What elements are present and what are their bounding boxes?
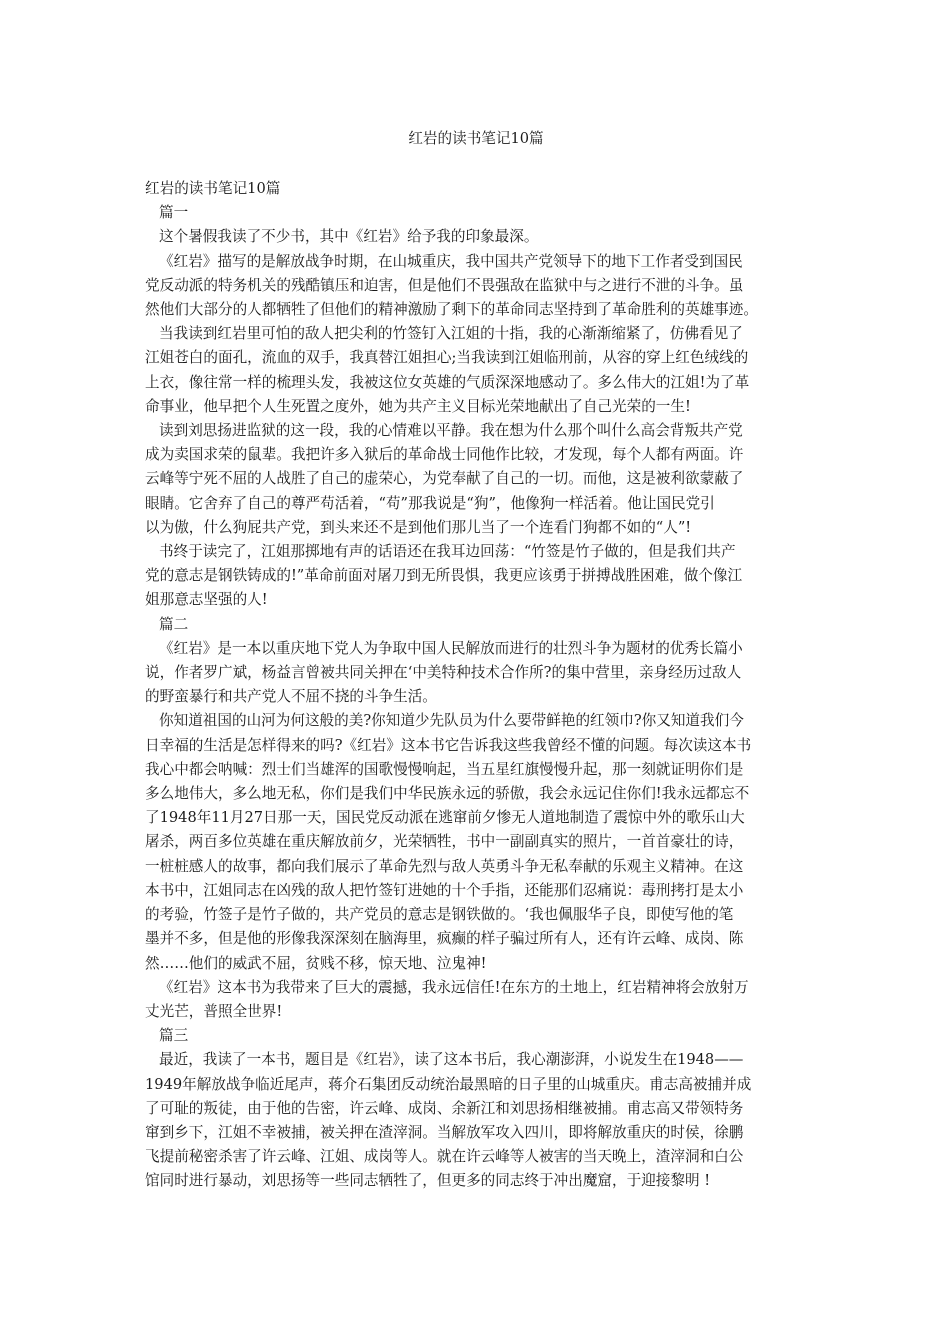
paragraph-line: 然……他们的威武不屈，贫贱不移，惊天地、泣鬼神! (145, 954, 487, 972)
paragraph-line: 《红岩》描写的是解放战争时期，在山城重庆，我中国共产党领导下的地下工作者受到国民 (159, 252, 743, 270)
paragraph-line: 上衣，像往常一样的梳理头发，我被这位女英雄的气质深深地感动了。多么伟大的江姐!为了革 (145, 373, 750, 391)
paragraph-line: 说，作者罗广斌，杨益言曾被共同关押在‘中美特种技术合作所?的集中营里，亲身经历过敌人 (145, 664, 742, 682)
paragraph-line: 《红岩》是一本以重庆地下党人为争取中国人民解放而进行的壮烈斗争为题材的优秀长篇小 (159, 639, 743, 657)
paragraph-line: 以为傲，什么狗屁共产党，到头来还不是到他们那儿当了一个连看门狗都不如的“人”! (145, 518, 692, 536)
section-heading: 篇三 (159, 1027, 189, 1045)
paragraph-line: 多么地伟大，多么地无私，你们是我们中华民族永远的骄傲，我会永远记住你们!我永远都忘不 (145, 785, 750, 803)
paragraph-line: 党反动派的特务机关的残酷镇压和迫害，但是他们不畏强敌在监狱中与之进行不泄的斗争。虽 (145, 276, 744, 294)
section-heading: 篇一 (159, 204, 189, 222)
paragraph-line: 窜到乡下，江姐不幸被捕，被关押在渣滓洞。当解放军攻入四川，即将解放重庆的时侯，徐鹏 (145, 1123, 744, 1141)
paragraph-line: 这个暑假我读了不少书，其中《红岩》给予我的印象最深。 (159, 228, 539, 246)
paragraph-line: 读到刘思扬进监狱的这一段，我的心情难以平静。我在想为什么那个叫什么高会背叛共产党 (159, 422, 743, 440)
paragraph-line: 江姐苍白的面孔，流血的双手，我真替江姐担心;当我读到江姐临刑前，从容的穿上红色绒线的 (145, 349, 749, 367)
document-subtitle: 红岩的读书笔记10篇 (145, 180, 281, 197)
paragraph-line: 的考验，竹签子是竹子做的，共产党员的意志是钢铁做的。‘我也佩服华子良，即使写他的笔 (145, 906, 734, 924)
paragraph-line: 《红岩》这本书为我带来了巨大的震撼，我永远信任!在东方的土地上，红岩精神将会放射万 (159, 978, 749, 996)
paragraph-line: 了可耻的叛徒，由于他的告密，许云峰、成岗、余新江和刘思扬相继被捕。甫志高又带领特务 (145, 1099, 744, 1117)
paragraph-line: 馆同时进行暴动，刘思扬等一些同志牺牲了，但更多的同志终于冲出魔窟，于迎接黎明 ! (145, 1172, 711, 1190)
document-title: 红岩的读书笔记10篇 (408, 130, 544, 147)
paragraph-line: 日幸福的生活是怎样得来的吗?《红岩》这本书它告诉我这些我曾经不懂的问题。每次读这本书 (145, 736, 752, 754)
paragraph-line: 1949年解放战争临近尾声，蒋介石集团反动统治最黑暗的日子里的山城重庆。甫志高被捕并成 (145, 1075, 752, 1093)
paragraph-line: 命事业，他早把个人生死置之度外，她为共产主义目标光荣地献出了自己光荣的一生! (145, 397, 691, 415)
paragraph-line: 眼睛。它舍弃了自己的尊严苟活着，“苟”那我说是“狗”，他像狗一样活着。他让国民党引 (145, 494, 715, 512)
paragraph-line: 丈光芒，普照全世界! (145, 1002, 283, 1020)
paragraph-line: 墨并不多，但是他的形像我深深刻在脑海里，疯癫的样子骗过所有人，还有许云峰、成岗、陈 (145, 930, 744, 948)
paragraph-line: 的野蛮暴行和共产党人不屈不挠的斗争生活。 (145, 688, 437, 706)
paragraph-line: 飞提前秘密杀害了许云峰、江姐、成岗等人。就在许云峰等人被害的当天晚上，渣滓洞和白公 (145, 1148, 744, 1166)
paragraph-line: 你知道祖国的山河为何这般的美?你知道少先队员为什么要带鲜艳的红领巾?你又知道我们今 (159, 712, 744, 730)
paragraph-line: 当我读到红岩里可怕的敌人把尖利的竹签钉入江姐的十指，我的心渐渐缩紧了，仿佛看见了 (159, 325, 743, 343)
document-body (145, 177, 807, 1194)
paragraph-line: 了1948年11月27日那一天，国民党反动派在逃窜前夕惨无人道地制造了震惊中外的歌乐山大 (145, 809, 745, 827)
paragraph-line: 云峰等宁死不屈的人战胜了自己的虚荣心，为党奉献了自己的一切。而他，这是被利欲蒙蔽了 (145, 470, 744, 488)
section-heading: 篇二 (159, 615, 189, 633)
paragraph-line: 书终于读完了，江姐那掷地有声的话语还在我耳边回荡：“竹签是竹子做的，但是我们共产 (159, 543, 736, 561)
paragraph-line: 党的意志是钢铁铸成的!”革命前面对屠刀到无所畏惧，我更应该勇于拼搏战胜困难，做个像江 (145, 567, 743, 585)
paragraph-line: 本书中，江姐同志在凶残的敌人把竹签钉进她的十个手指，还能那们忍痛说：毒刑拷打是太小 (145, 881, 744, 899)
paragraph-line: 屠杀，两百多位英雄在重庆解放前夕，光荣牺牲，书中一副副真实的照片，一首首豪壮的诗， (145, 833, 744, 851)
paragraph-line: 最近，我读了一本书，题目是《红岩》，读了这本书后，我心潮澎湃，小说发生在1948—— (159, 1051, 744, 1069)
paragraph-line: 成为卖国求荣的鼠辈。我把许多入狱后的革命战士同他作比较，才发现，每个人都有两面。许 (145, 446, 744, 464)
paragraph-line: 我心中都会呐喊：烈士们当雄浑的国歌慢慢响起，当五星红旗慢慢升起，那一刻就证明你们是 (145, 760, 744, 778)
paragraph-line: 然他们大部分的人都牺牲了但他们的精神激励了剩下的革命同志坚持到了革命胜利的英雄事迹。 (145, 301, 758, 319)
paragraph-line: 姐那意志坚强的人! (145, 591, 268, 609)
paragraph-line: 一桩桩感人的故事，都向我们展示了革命先烈与敌人英勇斗争无私奉献的乐观主义精神。在这 (145, 857, 744, 875)
